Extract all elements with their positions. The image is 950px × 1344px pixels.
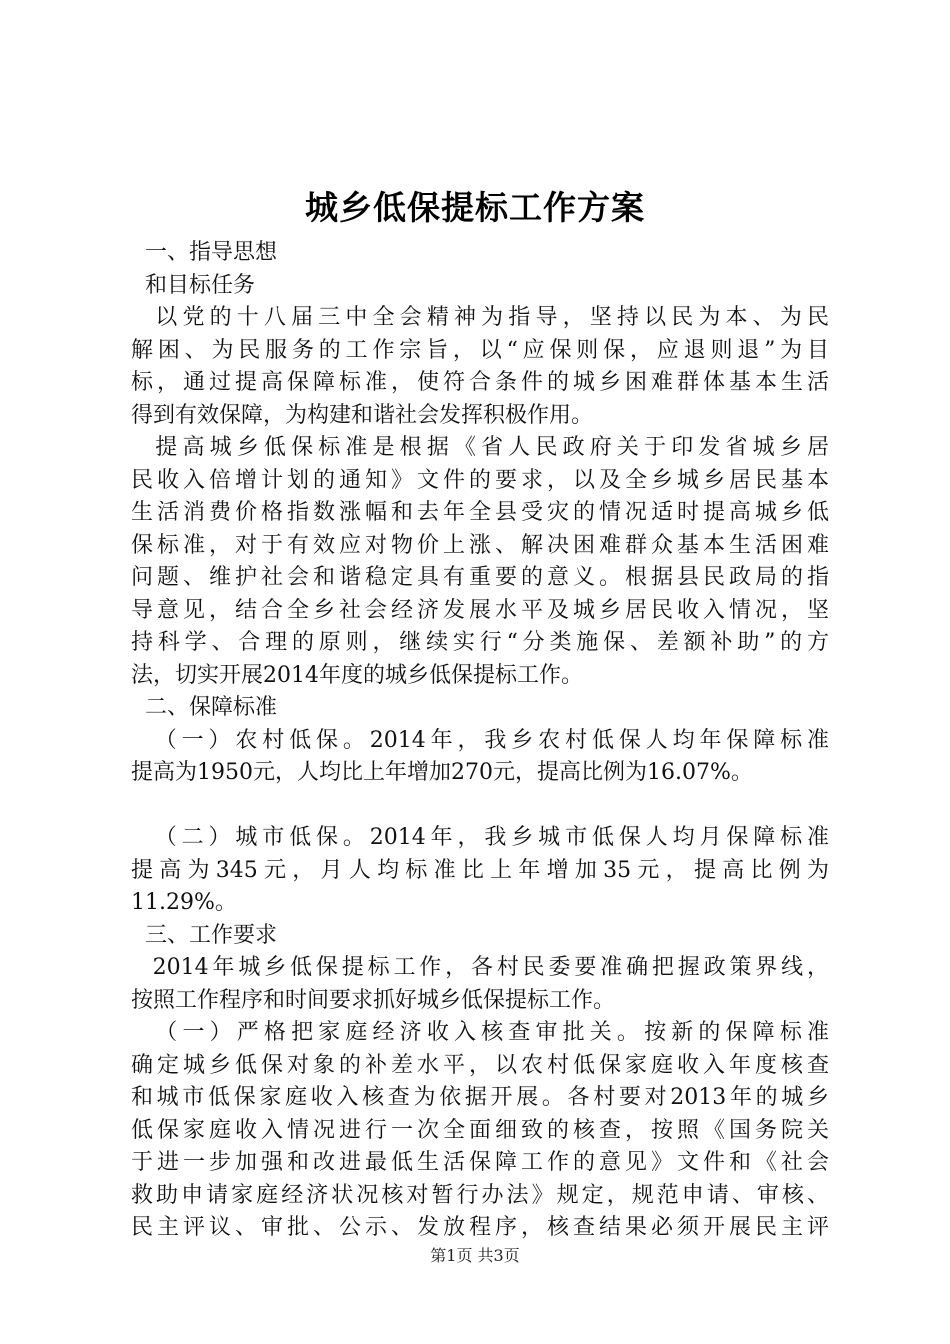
paragraph-line: 确定城乡低保对象的补差水平，以农村低保家庭收入年度核查 — [131, 1052, 829, 1078]
paragraph-line: 生活消费价格指数涨幅和去年全县受灾的情况适时提高城乡低 — [131, 500, 829, 525]
paragraph-line: 11.29%。 — [131, 890, 237, 915]
paragraph-line: 提高城乡低保标准是根据《省人民政府关于印发省城乡居 — [131, 435, 829, 460]
paragraph-line: 提高为345元，月人均标准比上年增加35元，提高比例为 — [131, 857, 829, 883]
paragraph-line: 导意见，结合全乡社会经济发展水平及城乡居民收入情况，坚 — [131, 597, 829, 623]
paragraph-line: 解困、为民服务的工作宗旨，以“应保则保，应退则退”为目 — [131, 337, 829, 363]
paragraph-line: 提高为1950元，人均比上年增加270元，提高比例为16.07%。 — [131, 760, 753, 785]
page-footer: 第1页 共3页 — [430, 1246, 520, 1265]
paragraph-line: 民主评议、审批、公示、发放程序，核查结果必须开展民主评 — [131, 1215, 829, 1240]
paragraph-line: 按照工作程序和时间要求抓好城乡低保提标工作。 — [131, 987, 616, 1013]
paragraph-line: 法，切实开展2014年度的城乡低保提标工作。 — [131, 662, 583, 688]
paragraph-line: 持科学、合理的原则，继续实行“分类施保、差额补助”的方 — [131, 630, 829, 655]
paragraph-line: 得到有效保障，为构建和谐社会发挥积极作用。 — [131, 402, 594, 428]
document-title: 城乡低保提标工作方案 — [305, 188, 645, 227]
paragraph-line: 和目标任务 — [131, 272, 255, 298]
paragraph-line: （一）严格把家庭经济收入核查审批关。按新的保障标准 — [131, 1020, 829, 1045]
paragraph-line: 低保家庭收入情况进行一次全面细致的核查，按照《国务院关 — [131, 1117, 829, 1143]
paragraph-line: 问题、维护社会和谐稳定具有重要的意义。根据县民政局的指 — [131, 565, 829, 590]
paragraph-line: （二）城市低保。2014年，我乡城市低保人均月保障标准 — [131, 825, 829, 850]
paragraph-line: 以党的十八届三中全会精神为指导，坚持以民为本、为民 — [131, 305, 829, 330]
paragraph-line: 标，通过提高保障标准，使符合条件的城乡困难群体基本生活 — [131, 370, 829, 395]
paragraph-line: 2014年城乡低保提标工作，各村民委要准确把握政策界线， — [131, 955, 829, 980]
paragraph-line: 救助申请家庭经济状况核对暂行办法》规定，规范申请、审核、 — [131, 1182, 829, 1208]
document-body — [131, 237, 829, 1245]
paragraph-line: 保标准，对于有效应对物价上涨、解决困难群众基本生活困难 — [131, 532, 829, 558]
paragraph-line: 一、指导思想 — [131, 240, 277, 265]
paragraph-line: 于进一步加强和改进最低生活保障工作的意见》文件和《社会 — [131, 1150, 829, 1175]
paragraph-line: 二、保障标准 — [131, 695, 277, 720]
paragraph-line: （一）农村低保。2014年，我乡农村低保人均年保障标准 — [131, 727, 829, 753]
paragraph-line: 和城市低保家庭收入核查为依据开展。各村要对2013年的城乡 — [131, 1085, 829, 1110]
blank-line — [131, 790, 829, 823]
paragraph-line: 三、工作要求 — [131, 922, 277, 948]
paragraph-line: 民收入倍增计划的通知》文件的要求，以及全乡城乡居民基本 — [131, 467, 829, 493]
